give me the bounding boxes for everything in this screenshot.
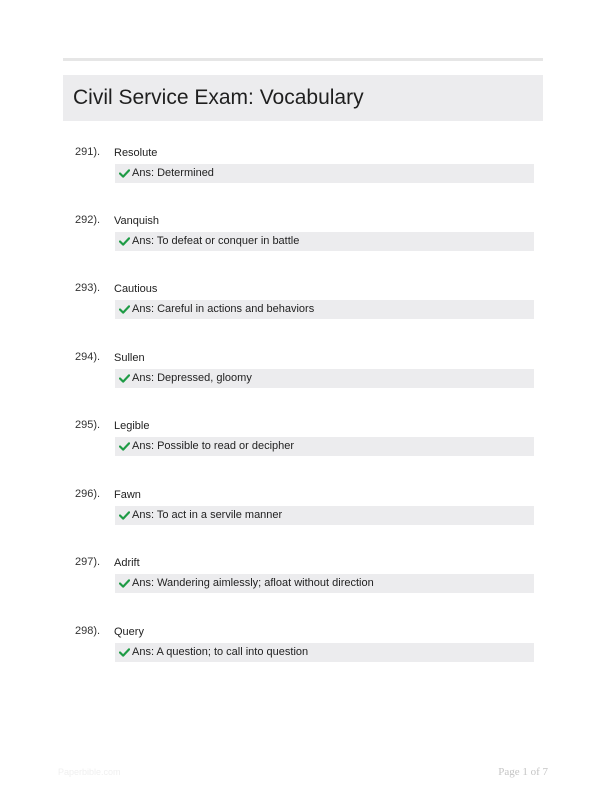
check-icon [119,648,130,657]
answer-box [115,643,534,662]
question-item [0,350,606,410]
page-indicator: Page 1 of 7 [498,766,548,778]
answer-box [115,574,534,593]
question-number: 296). [75,488,101,500]
question-word: Adrift [114,557,140,569]
question-item [0,213,606,273]
check-icon [119,442,130,451]
footer-watermark: Paperbible.com [58,767,121,777]
question-item [0,145,606,205]
question-word: Legible [114,420,150,432]
answer-box [115,369,534,388]
question-word: Vanquish [114,215,160,227]
check-icon [119,511,130,520]
check-icon [119,237,130,246]
question-number: 298). [75,625,101,637]
question-item [0,487,606,547]
answer-box [115,164,534,183]
question-number: 297). [75,556,101,568]
title-banner [63,75,543,121]
answer-text: Ans: To defeat or conquer in battle [132,235,300,247]
check-icon [119,579,130,588]
answer-box [115,437,534,456]
question-number: 295). [75,419,101,431]
question-word: Fawn [114,489,141,501]
question-word: Query [114,626,144,638]
question-item [0,555,606,615]
check-icon [119,169,130,178]
answer-text: Ans: Depressed, gloomy [132,372,252,384]
top-divider [63,58,543,61]
check-icon [119,305,130,314]
answer-box [115,232,534,251]
answer-text: Ans: A question; to call into question [132,646,309,658]
question-number: 294). [75,351,101,363]
question-number: 291). [75,146,101,158]
answer-text: Ans: Determined [132,167,214,179]
question-word: Cautious [114,283,158,295]
question-number: 293). [75,282,101,294]
question-item [0,624,606,684]
page-title: Civil Service Exam: Vocabulary [73,86,364,109]
check-icon [119,374,130,383]
question-item [0,281,606,341]
question-number: 292). [75,214,101,226]
question-word: Resolute [114,147,158,159]
answer-box [115,506,534,525]
answer-text: Ans: Possible to read or decipher [132,440,295,452]
answer-text: Ans: Wandering aimlessly; afloat without direction [132,577,374,589]
answer-box [115,300,534,319]
answer-text: Ans: Careful in actions and behaviors [132,303,315,315]
question-word: Sullen [114,352,145,364]
answer-text: Ans: To act in a servile manner [132,509,283,521]
question-item [0,418,606,478]
